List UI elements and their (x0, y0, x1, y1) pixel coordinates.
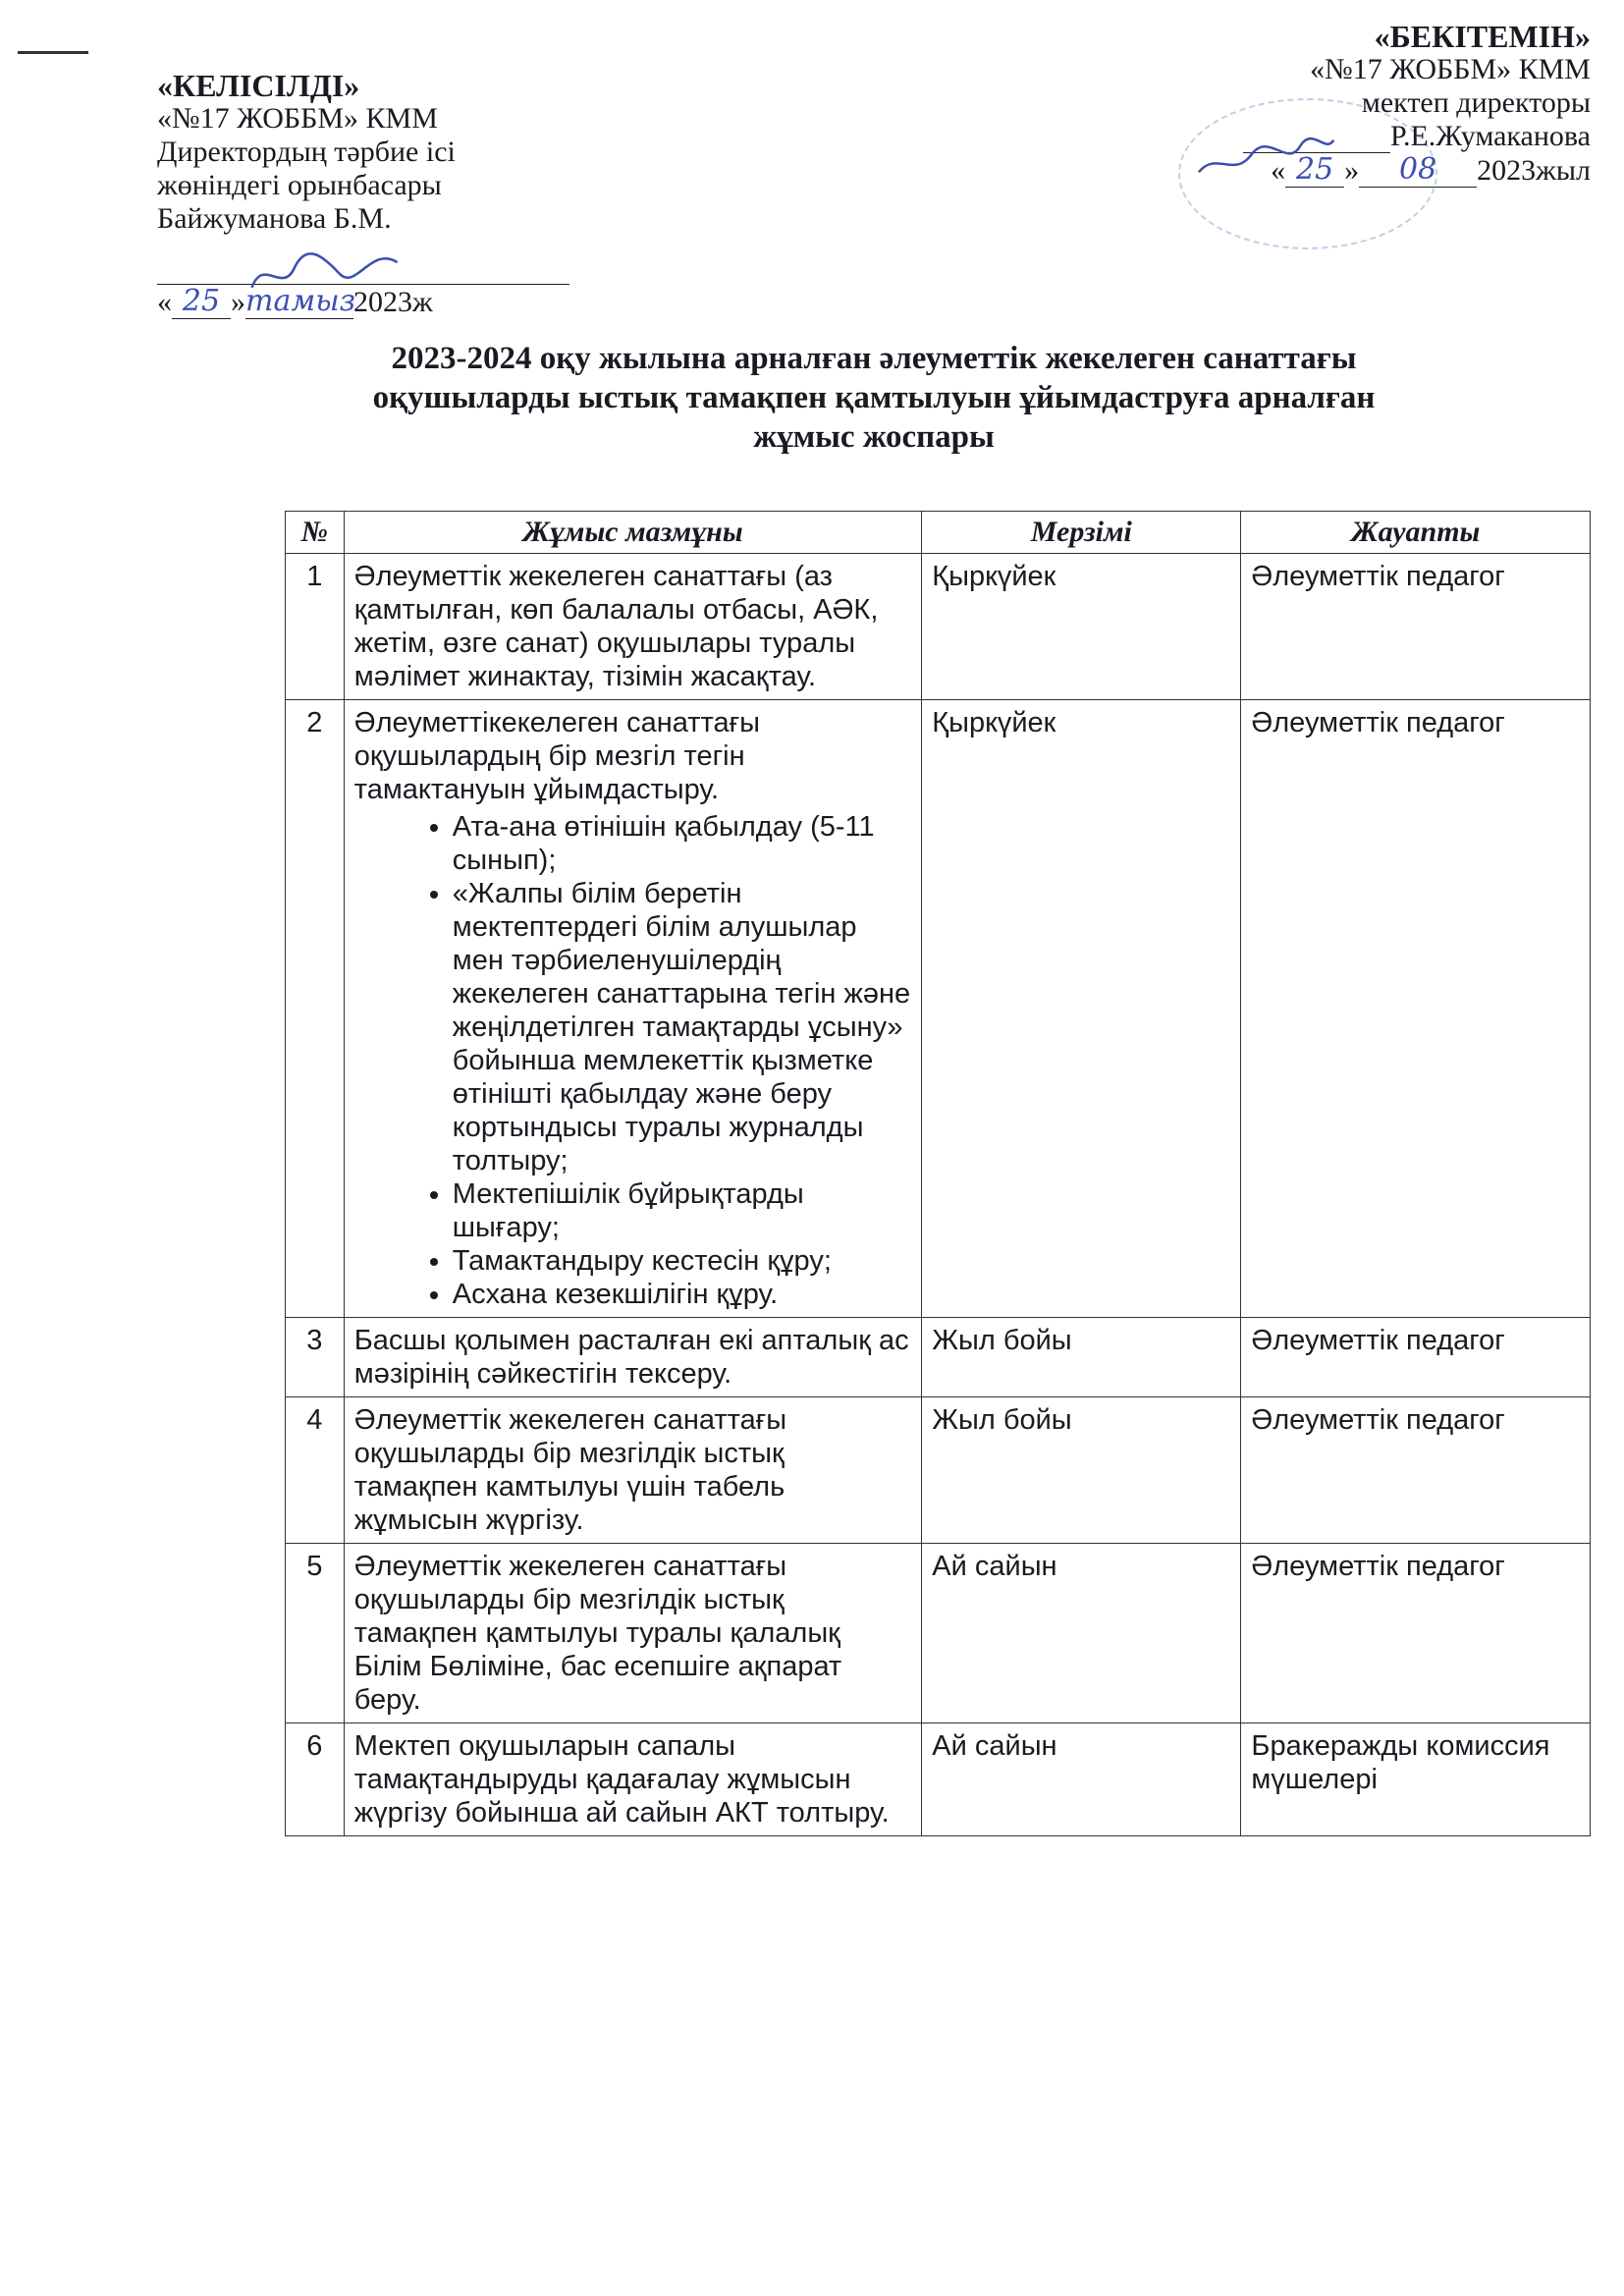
date-month: тамыз (245, 284, 356, 318)
row-term: Жыл бойы (922, 1318, 1241, 1397)
date-day: 25 (172, 285, 231, 319)
title-line-2: оқушыларды ыстық тамақпен қамтылуын ұйымдаструға арналған (372, 380, 1376, 415)
header-term: Мерзімі (922, 512, 1241, 554)
header-content: Жұмыс мазмұны (344, 512, 922, 554)
row-term: Жыл бойы (922, 1397, 1241, 1544)
row-num: 1 (286, 554, 345, 700)
row-num: 3 (286, 1318, 345, 1397)
approval-right-name: Р.Е.Жумаканова (1390, 120, 1591, 152)
row-content: Әлеуметтік жекелеген санаттағы (аз қамтылған, көп балалалы отбасы, АӘК, жетім, өзге санат) оқушылары туралы мәлімет жинактау, тізімін жасақтау. (344, 554, 922, 700)
row-term: Қыркүйек (922, 700, 1241, 1318)
date-open-quote: « (157, 286, 172, 318)
table-header-row (286, 512, 1591, 554)
title-line-3: жұмыс жоспары (753, 419, 995, 455)
row-content-intro: Әлеуметтікекелеген санаттағы оқушылардың бір мезгіл тегін тамактануын ұйымдастыру. (353, 707, 761, 805)
date-close-quote: » (1344, 154, 1360, 187)
table-row (286, 1723, 1591, 1836)
row-num: 5 (286, 1544, 345, 1723)
list-item: • Ата-ана өтінішін қабылдау (5-11 сынып); (453, 810, 912, 877)
approval-left-heading: «КЕЛІСІЛДІ» (157, 68, 360, 103)
table-row (286, 554, 1591, 700)
header-num: № (286, 512, 345, 554)
approval-right-position: мектеп директоры (1361, 86, 1591, 119)
date-year: 2023ж (353, 286, 433, 318)
row-content: Мектеп оқушыларын сапалы тамақтандыруды қадағалау жұмысын жүргізу бойынша ай сайын АКТ толтыру. (344, 1723, 922, 1836)
document-title (285, 339, 1463, 457)
list-item: • Асхана кезекшілігін құру. (453, 1278, 912, 1311)
work-plan-table (285, 511, 1591, 1836)
row-num: 2 (286, 700, 345, 1318)
approval-left-name: Байжуманова Б.М. (157, 202, 392, 235)
approval-left-org: «№17 ЖОББМ» КММ (157, 102, 438, 135)
title-line-1: 2023-2024 оқу жылына арналған әлеуметтік жекелеген санаттағы (391, 341, 1357, 376)
date-year: 2023жыл (1477, 154, 1591, 187)
row-responsible: Әлеуметтік педагог (1241, 1544, 1591, 1723)
row-term: Қыркүйек (922, 554, 1241, 700)
row-content: Әлеуметтік жекелеген санаттағы оқушыларды бір мезгілдік ыстық тамақпен қамтылуы туралы қалалық Білім Бөліміне, бас есепшіге ақпарат беру. (344, 1544, 922, 1723)
row-responsible: Әлеуметтік педагог (1241, 700, 1591, 1318)
row-responsible: Әлеуметтік педагог (1241, 1397, 1591, 1544)
row-num: 6 (286, 1723, 345, 1836)
scan-mark (18, 51, 88, 54)
row-content: Әлеуметтік жекелеген санаттағы оқушыларды бір мезгілдік ыстық тамақпен камтылуы үшін табель жұмысын жүргізу. (344, 1397, 922, 1544)
row-content: Басшы қолымен расталған екі апталық ас мәзірінің сәйкестігін тексеру. (344, 1318, 922, 1397)
approval-right-heading: «БЕКІТЕМІН» (1374, 19, 1591, 54)
header-responsible: Жауапты (1241, 512, 1591, 554)
list-item: • Тамактандыру кестесін құру; (453, 1244, 912, 1278)
list-item: • «Жалпы білім беретін мектептердегі білім алушылар мен тәрбиеленушілердің жекелеген санаттарына тегін және жеңілдетілген тамақтарды ұсыну» бойынша мемлекеттік қызметке өтінішті қабылдау және беру кортындысы туралы журналды толтыру; (453, 877, 912, 1177)
table-row (286, 700, 1591, 1318)
row-responsible: Әлеуметтік педагог (1241, 1318, 1591, 1397)
date-day: 25 (1285, 153, 1344, 188)
approval-left-position-1: Директордың тәрбие ісі (157, 136, 456, 168)
table-row (286, 1397, 1591, 1544)
row-num: 4 (286, 1397, 345, 1544)
table-row (286, 1318, 1591, 1397)
table-row (286, 1544, 1591, 1723)
date-open-quote: « (1271, 154, 1286, 187)
row-responsible: Бракеражды комиссия мүшелері (1241, 1723, 1591, 1836)
row-responsible: Әлеуметтік педагог (1241, 554, 1591, 700)
row-term: Ай сайын (922, 1544, 1241, 1723)
bullet-list (354, 810, 912, 1311)
date-close-quote: » (231, 286, 245, 318)
list-item: • Мектепішілік бұйрықтарды шығару; (453, 1177, 912, 1244)
row-content (344, 700, 922, 1318)
approval-right-org: «№17 ЖОББМ» КММ (1310, 53, 1591, 85)
row-term: Ай сайын (922, 1723, 1241, 1836)
approval-left-position-2: жөніндегі орынбасары (157, 169, 442, 201)
date-month: 08 (1359, 153, 1477, 188)
